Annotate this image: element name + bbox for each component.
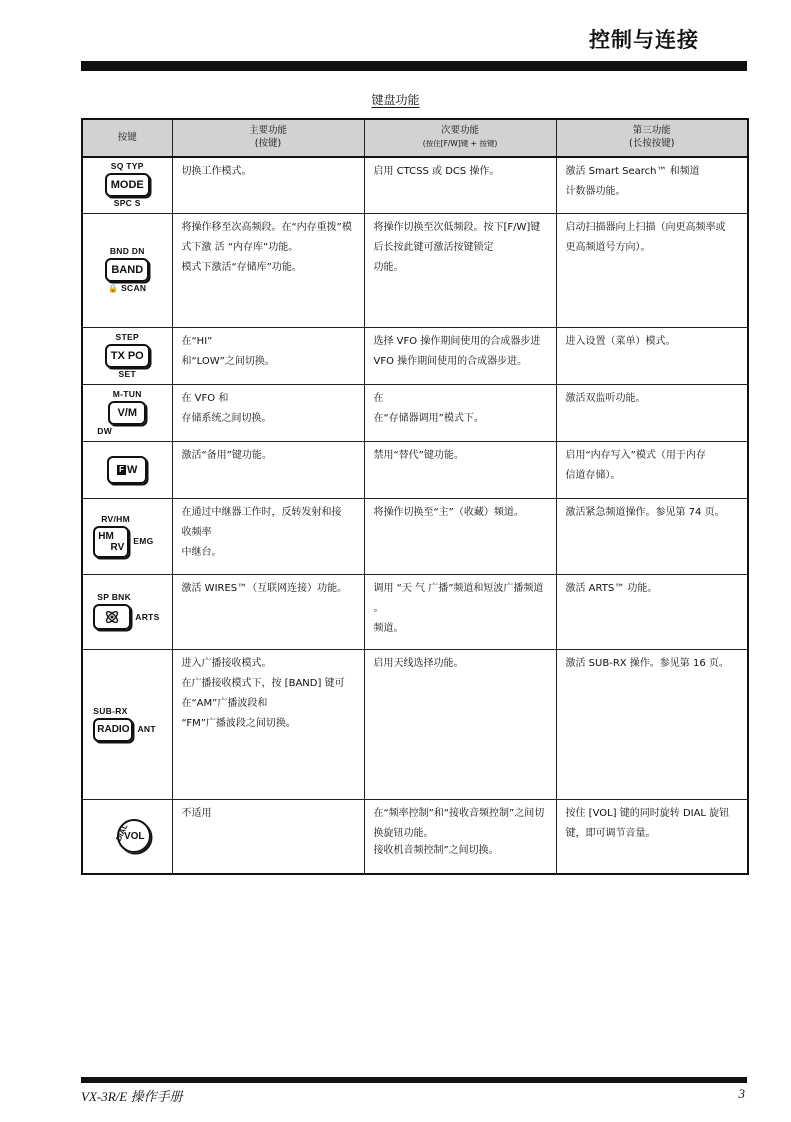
page-title: 控制与连接 bbox=[589, 28, 699, 52]
hmrv-key-button: HM RV bbox=[93, 526, 129, 558]
key-cell bbox=[82, 498, 172, 574]
top-rule bbox=[81, 61, 747, 71]
key-cell bbox=[82, 213, 172, 327]
key-top-label: SUB-RX bbox=[93, 705, 128, 716]
primary-function: 在 VFO 和 存储系统之间切换。 bbox=[172, 384, 364, 441]
key-top-label: M-TUN bbox=[112, 388, 142, 399]
secondary-function: 启用天线选择功能。 bbox=[364, 649, 556, 799]
header-secondary: 次要功能 (按住[F/W]键 + 按键) bbox=[364, 119, 556, 157]
third-function: 启动扫描器向上扫描（向更高频率或 更高频道号方向）。 bbox=[556, 213, 748, 327]
table-row bbox=[82, 799, 748, 874]
key-bottom-label: 🔒 SCAN bbox=[108, 283, 147, 293]
key-cell bbox=[82, 327, 172, 384]
table-row bbox=[82, 498, 748, 574]
section-title-text: 键盘功能 bbox=[371, 93, 420, 107]
lock-icon: 🔒 bbox=[108, 284, 119, 293]
key-side-label: ANT bbox=[137, 724, 156, 734]
secondary-function: 禁用“替代”键功能。 bbox=[364, 441, 556, 498]
primary-function: 激活“备用”键功能。 bbox=[172, 441, 364, 498]
dial-label: DIAL bbox=[114, 822, 130, 843]
key-top-label: RV/HM bbox=[101, 513, 130, 524]
key-cell bbox=[82, 384, 172, 441]
header-primary: 主要功能 (按键) bbox=[172, 119, 364, 157]
table-row bbox=[82, 213, 748, 327]
primary-function: 激活 WIRES™（互联网连接）功能。 bbox=[172, 574, 364, 649]
fw-key-button: F W bbox=[107, 456, 147, 484]
table-row bbox=[82, 327, 748, 384]
third-function: 启用“内存写入”模式（用于内存 信道存储）。 bbox=[556, 441, 748, 498]
primary-function: 在“HI” 和“LOW”之间切换。 bbox=[172, 327, 364, 384]
bottom-rule bbox=[81, 1077, 747, 1083]
secondary-function: 在 在“存储器调用”模式下。 bbox=[364, 384, 556, 441]
keypad-function-table bbox=[81, 118, 749, 875]
key-top-label: SQ TYP bbox=[110, 161, 144, 172]
mode-key-button: MODE bbox=[105, 173, 150, 197]
key-bottom-label: SET bbox=[118, 368, 136, 379]
table-header-row bbox=[82, 119, 748, 157]
third-function: 进入设置（菜单）模式。 bbox=[556, 327, 748, 384]
primary-function: 不适用 bbox=[172, 799, 364, 874]
secondary-function: 调用 “天 气 广播”频道和短波广播频道 。 频道。 bbox=[364, 574, 556, 649]
secondary-function: 启用 CTCSS 或 DCS 操作。 bbox=[364, 157, 556, 213]
table-row bbox=[82, 574, 748, 649]
third-function: 激活双监听功能。 bbox=[556, 384, 748, 441]
secondary-function: 选择 VFO 操作期间使用的合成器步进 VFO 操作期间使用的合成器步进。 bbox=[364, 327, 556, 384]
key-cell bbox=[82, 574, 172, 649]
key-cell bbox=[82, 157, 172, 213]
key-cell bbox=[82, 799, 172, 874]
third-function: 激活 Smart Search™ 和频道 计数器功能。 bbox=[556, 157, 748, 213]
key-bottom-label: DW bbox=[97, 425, 113, 436]
section-title bbox=[0, 89, 791, 108]
key-top-label: SP BNK bbox=[97, 592, 132, 602]
secondary-function: 将操作切换至“主”（收藏）频道。 bbox=[364, 498, 556, 574]
wires-key-button bbox=[93, 604, 131, 630]
third-function: 激活 ARTS™ 功能。 bbox=[556, 574, 748, 649]
wires-icon bbox=[104, 609, 120, 625]
table-row bbox=[82, 157, 748, 213]
vm-key-button: V/M bbox=[108, 401, 146, 425]
key-bottom-label: SPC S bbox=[113, 198, 141, 209]
table-row bbox=[82, 649, 748, 799]
txpo-key-button: TX PO bbox=[105, 344, 150, 368]
secondary-function: 在“频率控制”和“接收音频控制”之间切 换旋钮功能。 接收机音频控制”之间切换。 bbox=[364, 799, 556, 874]
key-cell bbox=[82, 441, 172, 498]
key-side-label: ARTS bbox=[135, 611, 160, 622]
table-row bbox=[82, 441, 748, 498]
table-row bbox=[82, 384, 748, 441]
band-key-button: BAND bbox=[105, 258, 149, 282]
third-function: 按住 [VOL] 键的同时旋转 DIAL 旋钮 键，即可调节音量。 bbox=[556, 799, 748, 874]
third-function: 激活 SUB-RX 操作。参见第 16 页。 bbox=[556, 649, 748, 799]
primary-function: 切换工作模式。 bbox=[172, 157, 364, 213]
primary-function: 进入广播接收模式。 在广播接收模式下，按 [BAND] 键可 在“AM”广播波段和 “FM”广播波段之间切换。 bbox=[172, 649, 364, 799]
third-function: 激活紧急频道操作。参见第 74 页。 bbox=[556, 498, 748, 574]
vol-knob: VOL bbox=[117, 819, 151, 853]
key-top-label: BND DN bbox=[109, 246, 145, 256]
header-key: 按键 bbox=[82, 119, 172, 157]
radio-key-button: RADIO bbox=[93, 718, 133, 742]
key-cell bbox=[82, 649, 172, 799]
header-third: 第三功能 (长按按键) bbox=[556, 119, 748, 157]
primary-function: 在通过中继器工作时，反转发射和接 收频率 中继台。 bbox=[172, 498, 364, 574]
page-number: 3 bbox=[738, 1086, 745, 1101]
footer-manual-title: VX-3R/E 操作手册 bbox=[81, 1089, 183, 1104]
key-side-label: EMG bbox=[133, 536, 154, 546]
secondary-function: 将操作切换至次低频段。按下[F/W]键 后长按此键可激活按键锁定 功能。 bbox=[364, 213, 556, 327]
primary-function: 将操作移至次高频段。在“内存重拨”模 式下激 活 “内存库”功能。 模式下激活“存储库”功能。 bbox=[172, 213, 364, 327]
key-top-label: STEP bbox=[115, 331, 139, 342]
